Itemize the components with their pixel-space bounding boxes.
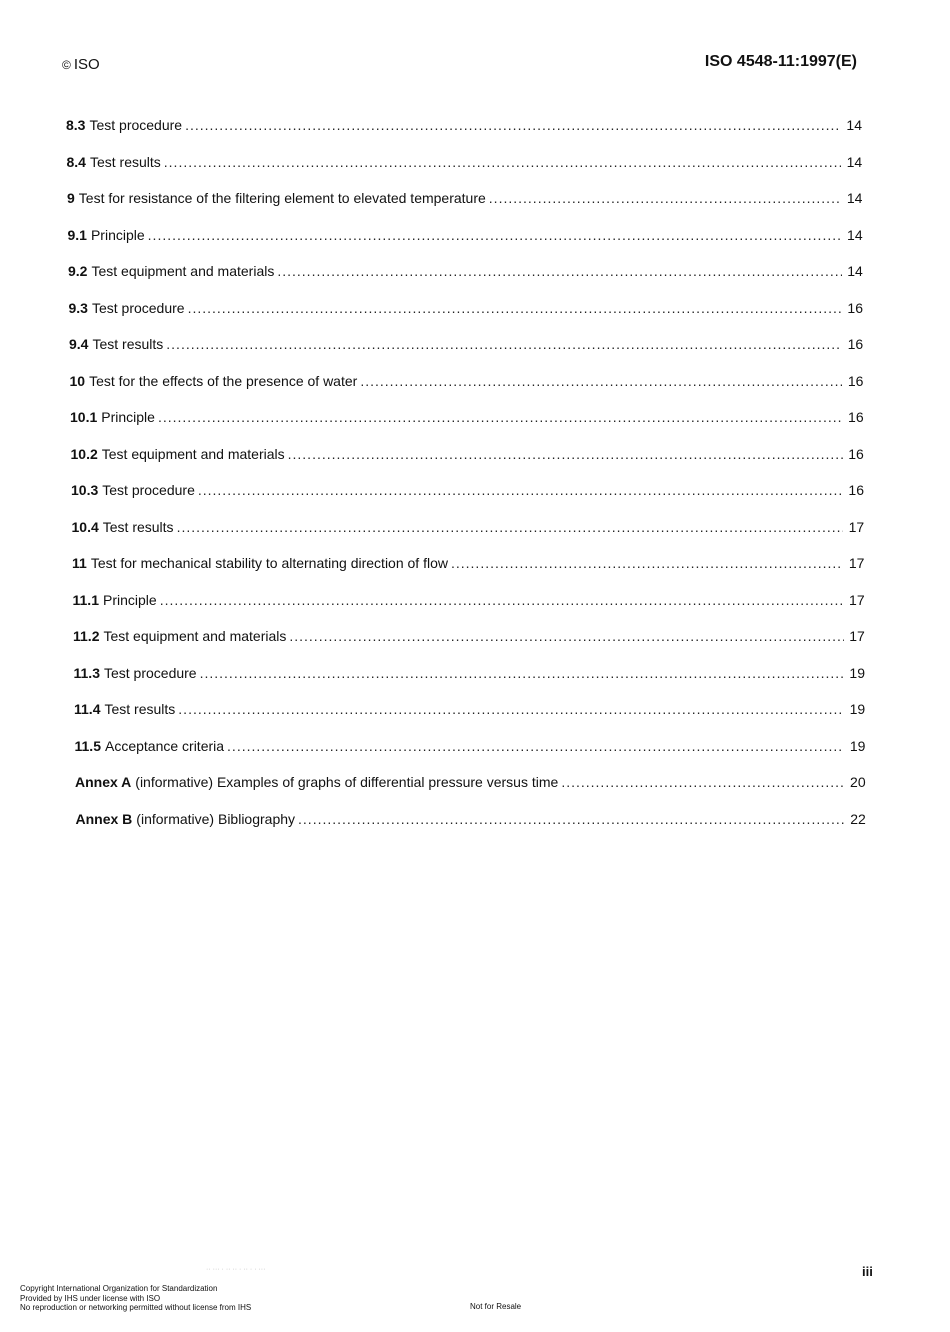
toc-leader-dots [489,189,842,207]
footer-dots: ·· ··· · ·· ·· · ·· · · ··· [206,1266,266,1273]
footer-notice [20,1284,251,1313]
toc-entry-title: Test results [104,701,176,717]
toc-entry-number: Annex A [75,774,132,790]
toc-entry[interactable] [73,627,865,645]
toc-leader-dots [198,481,843,499]
toc-leader-dots [561,773,844,791]
toc-entry-title: Principle [101,409,155,425]
toc-leader-dots [158,408,843,426]
footer-line-copyright: Copyright International Organization for Standardization [20,1284,218,1293]
toc-leader-dots [178,700,844,718]
toc-entry-title: Test equipment and materials [103,628,287,644]
toc-leader-dots [148,226,842,244]
toc-leader-dots [289,627,843,645]
toc-entry-page: 16 [848,409,864,425]
toc-entry-page: 17 [849,591,865,608]
toc-entry-page: 16 [848,482,864,498]
toc-leader-dots [185,116,841,134]
toc-entry-title: Test for the effects of the presence of water [89,372,358,389]
toc-entry-number: 11.3 [73,664,100,681]
toc-entry-title: Test procedure [103,664,197,681]
header-org-name: ISO [73,56,100,73]
toc-entry-title: Test procedure [102,482,195,498]
toc-entry-page: 17 [848,555,865,571]
toc-entry-page: 14 [847,226,863,243]
toc-entry-page: 16 [847,372,864,389]
toc-entry-number: 10.4 [71,518,99,535]
footer-line-reproduction: No reproduction or networking permitted without license from IHS [20,1303,252,1312]
toc-leader-dots [164,153,841,171]
toc-entry-number: 9.3 [68,299,88,316]
footer-line-provided: Provided by IHS under license with ISO [20,1293,161,1303]
toc-entry-page: 16 [847,336,864,352]
toc-entry[interactable] [68,262,863,280]
toc-entry[interactable] [76,810,866,828]
toc-entry-page: 22 [850,810,866,827]
toc-entry-number: 10.3 [71,482,99,498]
toc-leader-dots [227,737,844,755]
toc-entry[interactable] [75,737,866,755]
toc-entry-page: 14 [846,153,863,170]
toc-entry[interactable] [67,153,863,171]
toc-entry-number: 11.4 [74,701,101,717]
toc-entry[interactable] [74,700,865,718]
toc-entry-title: Test procedure [89,117,183,133]
toc-entry-number: 9.1 [67,226,87,243]
toc-entry-title: Test for mechanical stability to alternating direction of flow [90,555,448,571]
toc-entry-title: Test equipment and materials [91,263,275,279]
toc-entry-page: 14 [846,117,862,133]
toc-entry-number: 9 [67,190,75,206]
toc-leader-dots [166,335,842,353]
toc-leader-dots [360,372,842,390]
toc-entry[interactable] [75,773,866,791]
toc-leader-dots [200,664,844,682]
toc-entry-title: Principle [90,226,145,243]
toc-entry-page: 20 [850,774,866,790]
toc-entry-number: 11.5 [74,737,101,754]
toc-entry-page: 16 [847,299,863,316]
toc-entry-number: Annex B [75,810,133,827]
toc-entry-number: 8.4 [66,153,86,170]
toc-entry[interactable] [74,664,866,682]
toc-entry-number: 10.2 [70,445,98,462]
toc-entry[interactable] [66,116,862,134]
copyright-symbol: © [62,58,71,72]
toc-entry-page: 17 [849,628,865,644]
toc-leader-dots [160,591,844,609]
toc-entry-number: 9.4 [69,336,89,352]
toc-entry[interactable] [71,481,864,499]
toc-entry-number: 10 [69,372,86,389]
toc-entry-title: Test results [92,336,164,352]
toc-entry[interactable] [71,445,864,463]
toc-entry-title: Test equipment and materials [101,445,285,462]
toc-entry[interactable] [70,372,864,390]
toc-leader-dots [177,518,844,536]
toc-entry-number: 10.1 [70,409,98,425]
toc-entry-page: 19 [849,737,866,754]
toc-entry-number: 9.2 [68,263,88,279]
toc-leader-dots [188,299,842,317]
toc-entry-number: 11.1 [72,591,99,608]
toc-entry[interactable] [67,189,862,207]
toc-entry-title: Acceptance criteria [104,737,225,754]
toc-entry[interactable] [72,554,864,572]
toc-entry-title: Test results [102,518,174,535]
toc-entry-page: 19 [849,664,865,681]
toc-leader-dots [298,810,845,828]
toc-leader-dots [451,554,843,572]
toc-leader-dots [277,262,841,280]
toc-entry-number: 8.3 [66,117,86,133]
toc-entry-title: (informative) Examples of graphs of differential pressure versus time [135,774,559,790]
toc-entry-title: Principle [102,591,157,608]
footer-not-for-resale: Not for Resale [470,1302,522,1311]
toc-leader-dots [288,445,843,463]
toc-entry-title: (informative) Bibliography [136,810,296,827]
toc-entry[interactable] [69,335,863,353]
toc-entry-page: 14 [846,190,863,206]
toc-entry-number: 11.2 [73,628,100,644]
toc-entry-title: Test for resistance of the filtering element to elevated temperature [78,190,486,206]
document-id: ISO 4548-11:1997(E) [704,53,857,70]
toc-entry-title: Test procedure [91,299,185,316]
toc-entry-page: 16 [848,445,864,462]
toc-entry-page: 19 [849,701,866,717]
page-number: iii [862,1264,873,1279]
toc-entry[interactable] [68,226,863,244]
toc-entry[interactable] [72,518,865,536]
header-org [62,56,100,73]
toc-entry-page: 17 [848,518,865,535]
toc-entry[interactable] [70,408,864,426]
toc-entry-page: 14 [847,263,863,279]
toc-entry-number: 11 [72,555,87,571]
toc-entry[interactable] [69,299,864,317]
toc-entry[interactable] [73,591,865,609]
toc-entry-title: Test results [89,153,161,170]
